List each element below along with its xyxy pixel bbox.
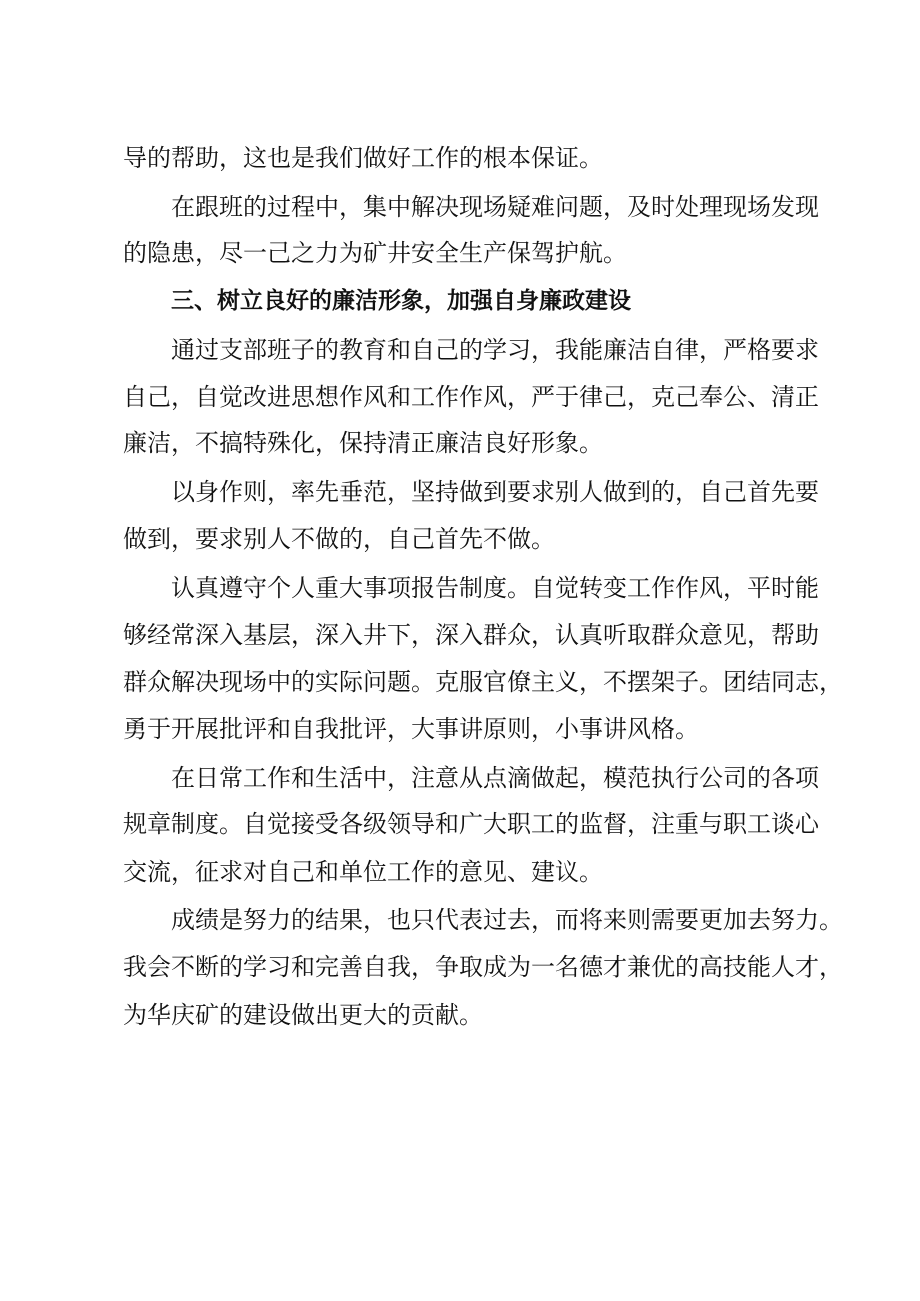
text-line: 我会不断的学习和完善自我，争取成为一名德才兼优的高技能人才， bbox=[123, 953, 843, 981]
section-heading: 三、树立良好的廉洁形象，加强自身廉政建设 bbox=[171, 288, 631, 314]
text-line: 群众解决现场中的实际问题。克服官僚主义，不摆架子。团结同志， bbox=[123, 668, 843, 696]
text-line: 自己，自觉改进思想作风和工作作风，严于律己，克己奉公、清正 bbox=[123, 383, 819, 411]
text-line: 勇于开展批评和自我批评，大事讲原则，小事讲风格。 bbox=[123, 715, 699, 743]
text-line: 通过支部班子的教育和自己的学习，我能廉洁自律，严格要求 bbox=[171, 336, 819, 364]
text-line: 做到，要求别人不做的，自己首先不做。 bbox=[123, 525, 555, 553]
text-line: 在日常工作和生活中，注意从点滴做起，模范执行公司的各项 bbox=[171, 764, 819, 792]
text-line: 认真遵守个人重大事项报告制度。自觉转变工作作风，平时能 bbox=[171, 574, 819, 602]
text-line: 的隐患，尽一己之力为矿井安全生产保驾护航。 bbox=[123, 239, 627, 267]
text-line: 为华庆矿的建设做出更大的贡献。 bbox=[123, 1001, 483, 1029]
text-line: 导的帮助，这也是我们做好工作的根本保证。 bbox=[123, 144, 603, 172]
text-line: 交流，征求对自己和单位工作的意见、建议。 bbox=[123, 858, 603, 886]
text-line: 成绩是努力的结果，也只代表过去，而将来则需要更加去努力。 bbox=[171, 906, 843, 934]
text-line: 廉洁，不搞特殊化，保持清正廉洁良好形象。 bbox=[123, 429, 603, 457]
text-line: 在跟班的过程中，集中解决现场疑难问题，及时处理现场发现 bbox=[171, 193, 819, 221]
text-line: 以身作则，率先垂范，坚持做到要求别人做到的，自己首先要 bbox=[171, 478, 819, 506]
text-line: 够经常深入基层，深入井下，深入群众，认真听取群众意见，帮助 bbox=[123, 621, 819, 649]
text-line: 规章制度。自觉接受各级领导和广大职工的监督，注重与职工谈心 bbox=[123, 810, 819, 838]
